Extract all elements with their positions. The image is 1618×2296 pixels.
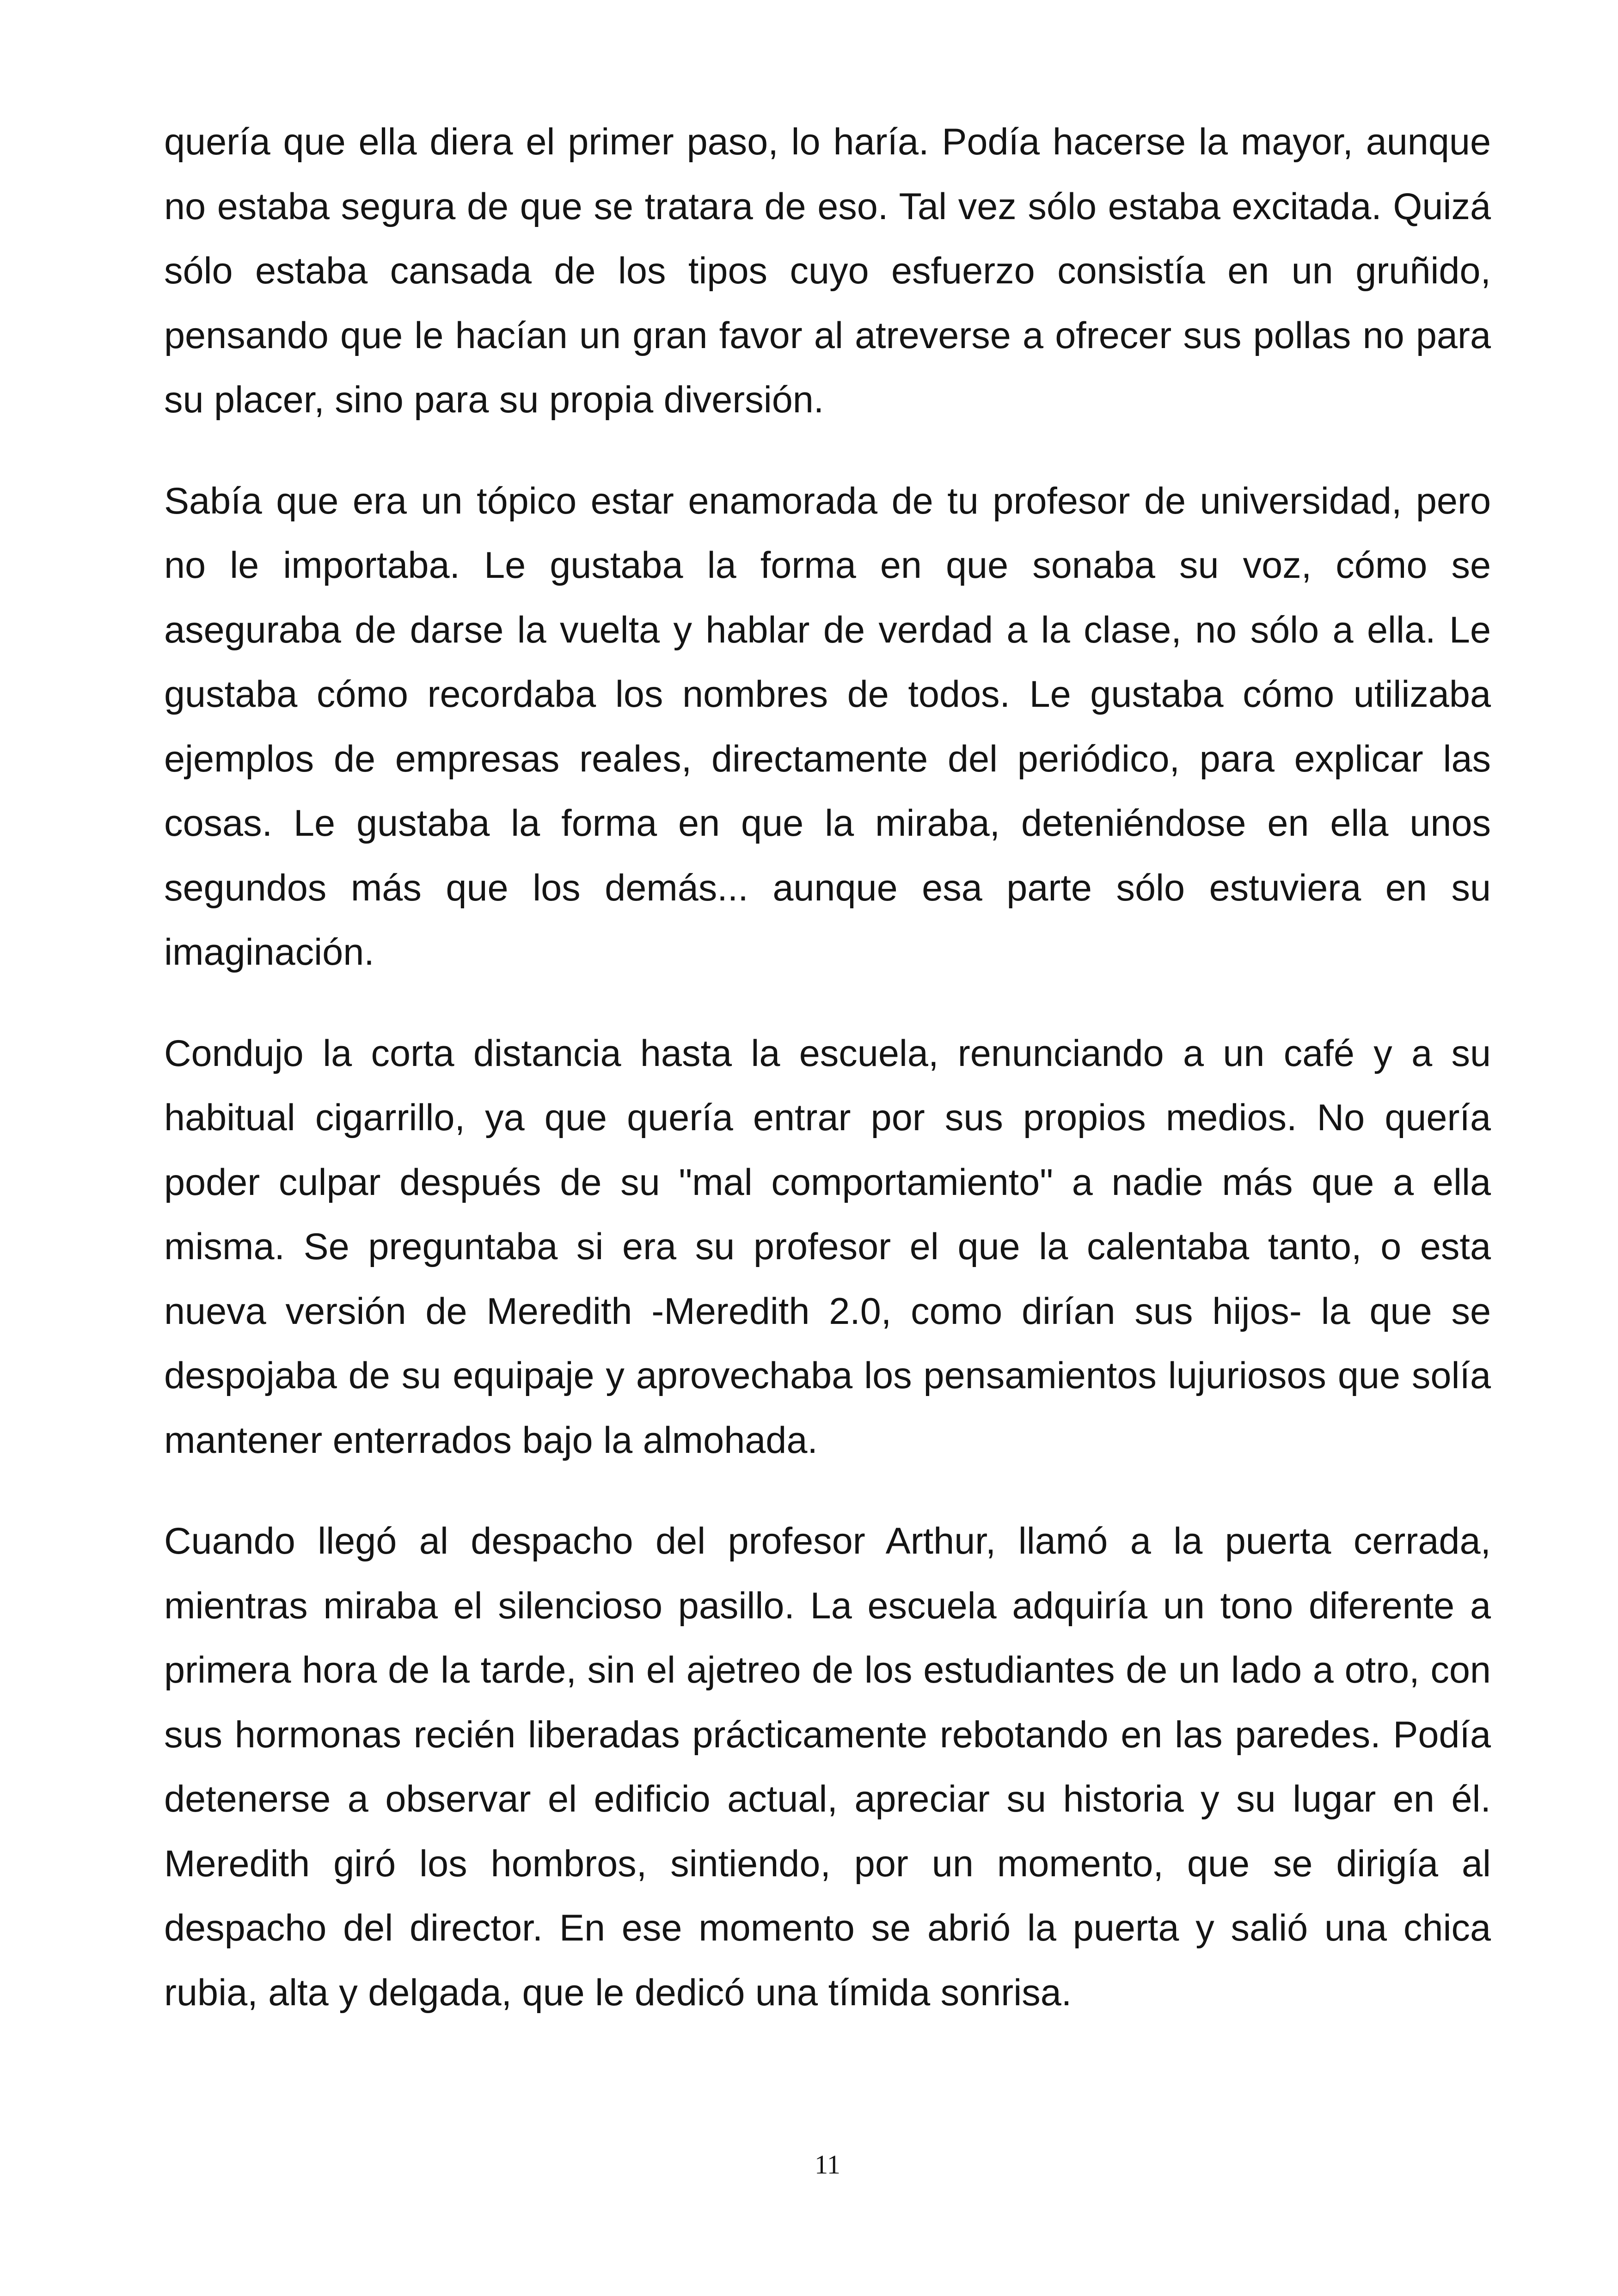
page-number: 11 bbox=[815, 2149, 840, 2180]
paragraph-4: Cuando llegó al despacho del profesor Arthur, llamó a la puerta cerrada, mientras miraba el silencioso pasillo. La escuela adquiría un tono diferente a primera hora de la tarde, sin el ajetreo de los estudiantes de un lado a otro, con sus hormonas recién liberadas prácticamente rebotando en las paredes. Podía detenerse a observar el edificio actual, apreciar su historia y su lugar en él. Meredith giró los hombros, sintiendo, por un momento, que se dirigía al despacho del director. En ese momento se abrió la puerta y salió una chica rubia, alta y delgada, que le dedicó una tímida sonrisa. bbox=[164, 1520, 1491, 2014]
paragraph-2: Sabía que era un tópico estar enamorada de tu profesor de universidad, pero no le importaba. Le gustaba la forma en que sonaba su voz, cómo se aseguraba de darse la vuelta y hablar de verdad a la clase, no sólo a ella. Le gustaba cómo recordaba los nombres de todos. Le gustaba cómo utilizaba ejemplos de empresas reales, directamente del periódico, para explicar las cosas. Le gustaba la forma en que la miraba, deteniéndose en ella unos segundos más que los demás... aunque esa parte sólo estuviera en su imaginación. bbox=[164, 480, 1491, 973]
body-text bbox=[164, 110, 1491, 2025]
paragraph-1: quería que ella diera el primer paso, lo haría. Podía hacerse la mayor, aunque no estaba segura de que se tratara de eso. Tal vez sólo estaba excitada. Quizá sólo estaba cansada de los tipos cuyo esfuerzo consistía en un gruñido, pensando que le hacían un gran favor al atreverse a ofrecer sus pollas no para su placer, sino para su propia diversión. bbox=[164, 121, 1491, 421]
paragraph-3: Condujo la corta distancia hasta la escuela, renunciando a un café y a su habitual cigarrillo, ya que quería entrar por sus propios medios. No quería poder culpar después de su "mal comportamiento" a nadie más que a ella misma. Se preguntaba si era su profesor el que la calentaba tanto, o esta nueva versión de Meredith -Meredith 2.0, como dirían sus hijos- la que se despojaba de su equipaje y aprovechaba los pensamientos lujuriosos que solía mantener enterrados bajo la almohada. bbox=[164, 1032, 1491, 1461]
